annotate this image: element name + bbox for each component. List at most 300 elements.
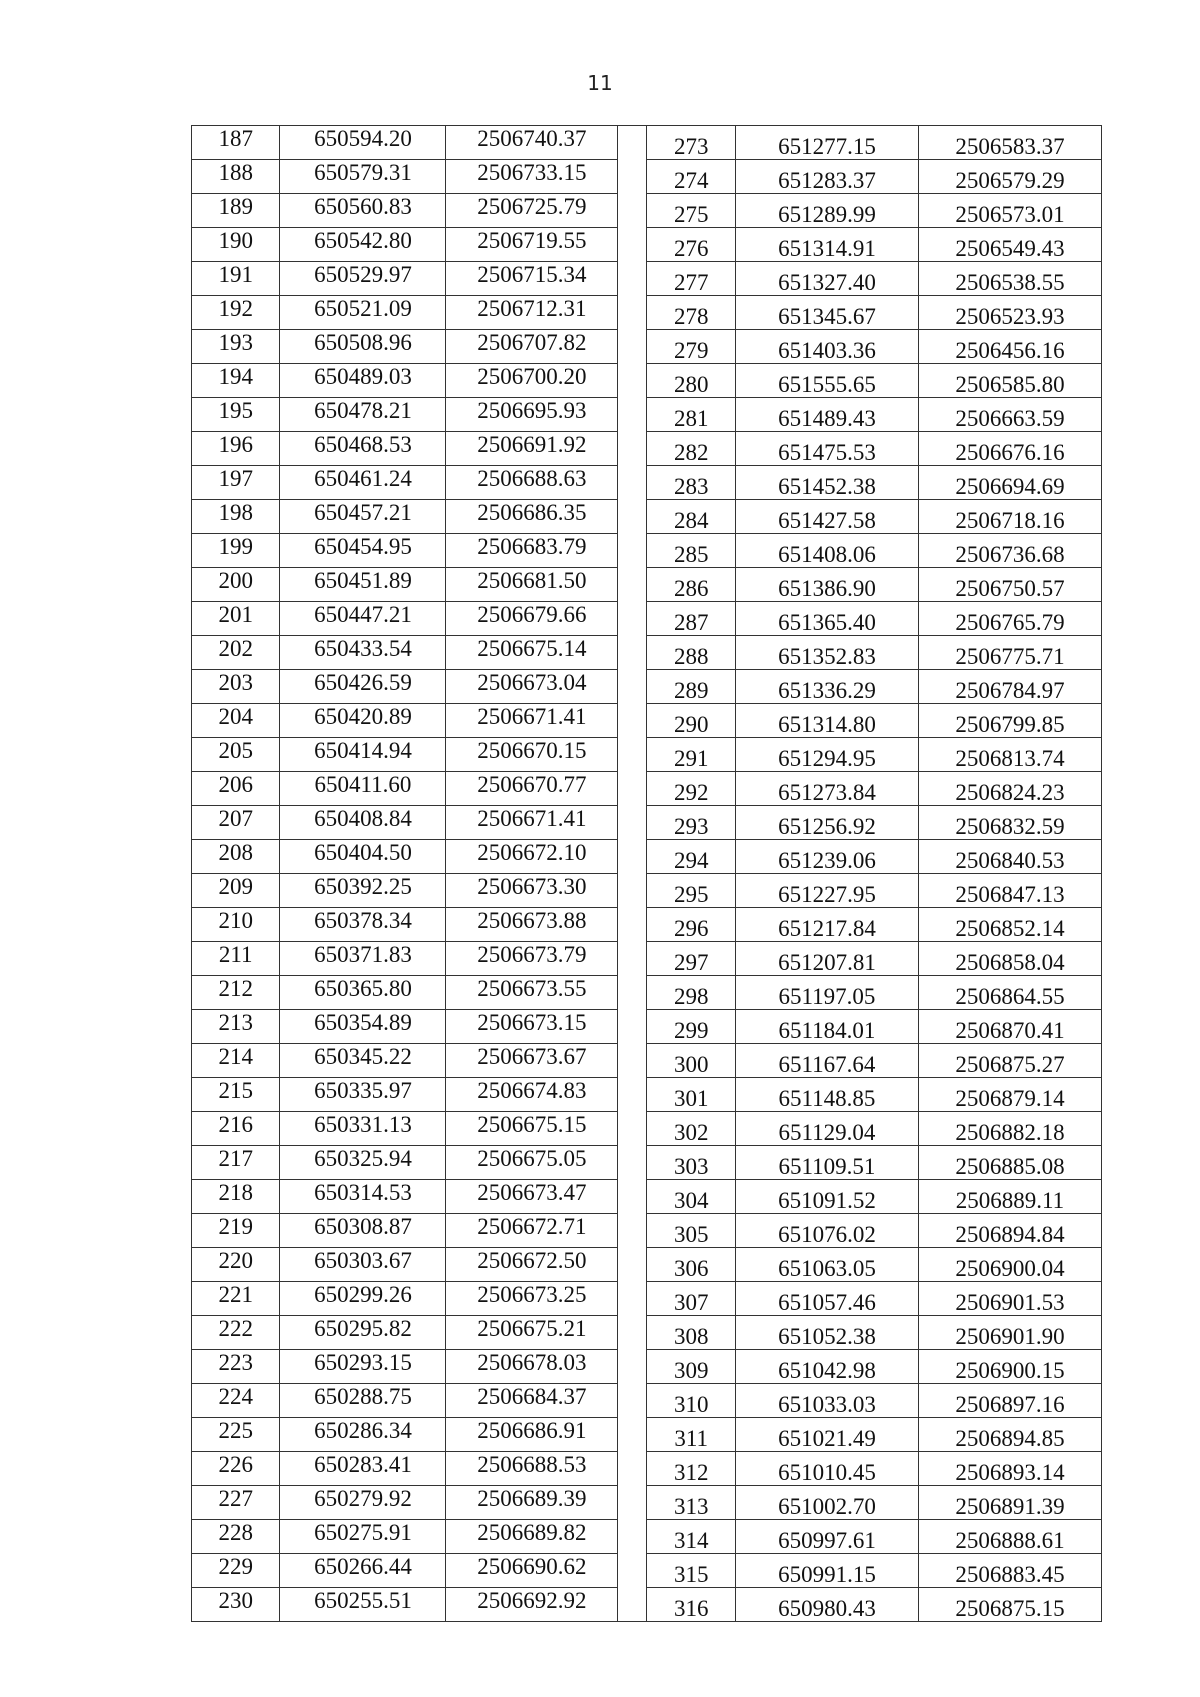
table-row bbox=[192, 1180, 1102, 1214]
left-x-coordinate-cell: 650283.41 bbox=[280, 1452, 446, 1486]
right-point-number-cell: 293 bbox=[647, 806, 735, 840]
table-row bbox=[192, 432, 1102, 466]
right-y-coordinate-cell: 2506799.85 bbox=[918, 704, 1101, 738]
right-y-coordinate-cell: 2506523.93 bbox=[918, 296, 1101, 330]
right-point-number-cell: 289 bbox=[647, 670, 735, 704]
left-point-number-cell: 204 bbox=[192, 704, 280, 738]
table-row bbox=[192, 636, 1102, 670]
column-gap-cell bbox=[618, 228, 647, 262]
left-y-coordinate-cell: 2506672.71 bbox=[446, 1214, 618, 1248]
right-x-coordinate-cell: 651239.06 bbox=[735, 840, 918, 874]
column-gap-cell bbox=[618, 364, 647, 398]
right-x-coordinate-cell: 651289.99 bbox=[735, 194, 918, 228]
left-x-coordinate-cell: 650308.87 bbox=[280, 1214, 446, 1248]
right-y-coordinate-cell: 2506718.16 bbox=[918, 500, 1101, 534]
left-x-coordinate-cell: 650335.97 bbox=[280, 1078, 446, 1112]
right-point-number-cell: 287 bbox=[647, 602, 735, 636]
right-x-coordinate-cell: 651033.03 bbox=[735, 1384, 918, 1418]
right-point-number-cell: 309 bbox=[647, 1350, 735, 1384]
column-gap-cell bbox=[618, 398, 647, 432]
table-row bbox=[192, 398, 1102, 432]
left-y-coordinate-cell: 2506671.41 bbox=[446, 806, 618, 840]
left-point-number-cell: 210 bbox=[192, 908, 280, 942]
right-point-number-cell: 286 bbox=[647, 568, 735, 602]
left-y-coordinate-cell: 2506673.15 bbox=[446, 1010, 618, 1044]
right-x-coordinate-cell: 651109.51 bbox=[735, 1146, 918, 1180]
left-x-coordinate-cell: 650489.03 bbox=[280, 364, 446, 398]
table-row bbox=[192, 738, 1102, 772]
right-y-coordinate-cell: 2506901.90 bbox=[918, 1316, 1101, 1350]
table-row bbox=[192, 500, 1102, 534]
left-point-number-cell: 205 bbox=[192, 738, 280, 772]
right-x-coordinate-cell: 651314.91 bbox=[735, 228, 918, 262]
column-gap-cell bbox=[618, 1554, 647, 1588]
left-x-coordinate-cell: 650408.84 bbox=[280, 806, 446, 840]
table-row bbox=[192, 1316, 1102, 1350]
right-point-number-cell: 273 bbox=[647, 126, 735, 160]
right-y-coordinate-cell: 2506456.16 bbox=[918, 330, 1101, 364]
right-x-coordinate-cell: 651227.95 bbox=[735, 874, 918, 908]
right-point-number-cell: 313 bbox=[647, 1486, 735, 1520]
table-row bbox=[192, 1520, 1102, 1554]
left-point-number-cell: 200 bbox=[192, 568, 280, 602]
table-row bbox=[192, 194, 1102, 228]
column-gap-cell bbox=[618, 908, 647, 942]
left-y-coordinate-cell: 2506673.25 bbox=[446, 1282, 618, 1316]
right-x-coordinate-cell: 651256.92 bbox=[735, 806, 918, 840]
left-point-number-cell: 222 bbox=[192, 1316, 280, 1350]
column-gap-cell bbox=[618, 330, 647, 364]
right-point-number-cell: 316 bbox=[647, 1588, 735, 1622]
column-gap-cell bbox=[618, 840, 647, 874]
left-x-coordinate-cell: 650478.21 bbox=[280, 398, 446, 432]
right-point-number-cell: 304 bbox=[647, 1180, 735, 1214]
left-y-coordinate-cell: 2506689.82 bbox=[446, 1520, 618, 1554]
left-x-coordinate-cell: 650314.53 bbox=[280, 1180, 446, 1214]
left-point-number-cell: 217 bbox=[192, 1146, 280, 1180]
right-point-number-cell: 280 bbox=[647, 364, 735, 398]
table-row bbox=[192, 772, 1102, 806]
table-row bbox=[192, 1146, 1102, 1180]
right-x-coordinate-cell: 651273.84 bbox=[735, 772, 918, 806]
left-y-coordinate-cell: 2506673.04 bbox=[446, 670, 618, 704]
right-y-coordinate-cell: 2506888.61 bbox=[918, 1520, 1101, 1554]
right-y-coordinate-cell: 2506585.80 bbox=[918, 364, 1101, 398]
right-y-coordinate-cell: 2506883.45 bbox=[918, 1554, 1101, 1588]
right-y-coordinate-cell: 2506573.01 bbox=[918, 194, 1101, 228]
right-x-coordinate-cell: 651294.95 bbox=[735, 738, 918, 772]
column-gap-cell bbox=[618, 602, 647, 636]
right-x-coordinate-cell: 651345.67 bbox=[735, 296, 918, 330]
left-x-coordinate-cell: 650579.31 bbox=[280, 160, 446, 194]
left-y-coordinate-cell: 2506688.63 bbox=[446, 466, 618, 500]
right-x-coordinate-cell: 651057.46 bbox=[735, 1282, 918, 1316]
column-gap-cell bbox=[618, 976, 647, 1010]
left-x-coordinate-cell: 650378.34 bbox=[280, 908, 446, 942]
table-row bbox=[192, 1350, 1102, 1384]
left-x-coordinate-cell: 650392.25 bbox=[280, 874, 446, 908]
left-y-coordinate-cell: 2506715.34 bbox=[446, 262, 618, 296]
table-row bbox=[192, 1486, 1102, 1520]
left-x-coordinate-cell: 650293.15 bbox=[280, 1350, 446, 1384]
column-gap-cell bbox=[618, 1316, 647, 1350]
left-point-number-cell: 195 bbox=[192, 398, 280, 432]
left-x-coordinate-cell: 650560.83 bbox=[280, 194, 446, 228]
right-point-number-cell: 290 bbox=[647, 704, 735, 738]
right-y-coordinate-cell: 2506870.41 bbox=[918, 1010, 1101, 1044]
right-point-number-cell: 307 bbox=[647, 1282, 735, 1316]
right-y-coordinate-cell: 2506879.14 bbox=[918, 1078, 1101, 1112]
right-x-coordinate-cell: 651365.40 bbox=[735, 602, 918, 636]
table-row bbox=[192, 534, 1102, 568]
left-point-number-cell: 220 bbox=[192, 1248, 280, 1282]
right-point-number-cell: 295 bbox=[647, 874, 735, 908]
left-y-coordinate-cell: 2506672.10 bbox=[446, 840, 618, 874]
column-gap-cell bbox=[618, 466, 647, 500]
right-point-number-cell: 297 bbox=[647, 942, 735, 976]
column-gap-cell bbox=[618, 1418, 647, 1452]
right-point-number-cell: 288 bbox=[647, 636, 735, 670]
column-gap-cell bbox=[618, 1248, 647, 1282]
column-gap-cell bbox=[618, 670, 647, 704]
column-gap-cell bbox=[618, 1112, 647, 1146]
left-x-coordinate-cell: 650451.89 bbox=[280, 568, 446, 602]
right-y-coordinate-cell: 2506889.11 bbox=[918, 1180, 1101, 1214]
left-x-coordinate-cell: 650594.20 bbox=[280, 126, 446, 160]
right-y-coordinate-cell: 2506858.04 bbox=[918, 942, 1101, 976]
right-y-coordinate-cell: 2506900.04 bbox=[918, 1248, 1101, 1282]
right-x-coordinate-cell: 651167.64 bbox=[735, 1044, 918, 1078]
right-x-coordinate-cell: 651327.40 bbox=[735, 262, 918, 296]
right-x-coordinate-cell: 651021.49 bbox=[735, 1418, 918, 1452]
left-y-coordinate-cell: 2506672.50 bbox=[446, 1248, 618, 1282]
column-gap-cell bbox=[618, 568, 647, 602]
left-y-coordinate-cell: 2506674.83 bbox=[446, 1078, 618, 1112]
right-point-number-cell: 278 bbox=[647, 296, 735, 330]
left-point-number-cell: 188 bbox=[192, 160, 280, 194]
table-row bbox=[192, 160, 1102, 194]
right-y-coordinate-cell: 2506847.13 bbox=[918, 874, 1101, 908]
left-y-coordinate-cell: 2506691.92 bbox=[446, 432, 618, 466]
left-x-coordinate-cell: 650295.82 bbox=[280, 1316, 446, 1350]
left-point-number-cell: 196 bbox=[192, 432, 280, 466]
left-y-coordinate-cell: 2506671.41 bbox=[446, 704, 618, 738]
right-y-coordinate-cell: 2506549.43 bbox=[918, 228, 1101, 262]
right-x-coordinate-cell: 651408.06 bbox=[735, 534, 918, 568]
column-gap-cell bbox=[618, 1486, 647, 1520]
right-point-number-cell: 300 bbox=[647, 1044, 735, 1078]
right-x-coordinate-cell: 651217.84 bbox=[735, 908, 918, 942]
left-point-number-cell: 201 bbox=[192, 602, 280, 636]
column-gap-cell bbox=[618, 1044, 647, 1078]
right-y-coordinate-cell: 2506885.08 bbox=[918, 1146, 1101, 1180]
left-point-number-cell: 189 bbox=[192, 194, 280, 228]
right-x-coordinate-cell: 651555.65 bbox=[735, 364, 918, 398]
table-row bbox=[192, 568, 1102, 602]
right-x-coordinate-cell: 651129.04 bbox=[735, 1112, 918, 1146]
left-y-coordinate-cell: 2506688.53 bbox=[446, 1452, 618, 1486]
left-y-coordinate-cell: 2506673.55 bbox=[446, 976, 618, 1010]
left-x-coordinate-cell: 650255.51 bbox=[280, 1588, 446, 1622]
left-y-coordinate-cell: 2506675.21 bbox=[446, 1316, 618, 1350]
right-x-coordinate-cell: 651489.43 bbox=[735, 398, 918, 432]
right-point-number-cell: 292 bbox=[647, 772, 735, 806]
left-y-coordinate-cell: 2506684.37 bbox=[446, 1384, 618, 1418]
left-y-coordinate-cell: 2506683.79 bbox=[446, 534, 618, 568]
right-y-coordinate-cell: 2506864.55 bbox=[918, 976, 1101, 1010]
column-gap-cell bbox=[618, 1180, 647, 1214]
left-point-number-cell: 192 bbox=[192, 296, 280, 330]
right-x-coordinate-cell: 651352.83 bbox=[735, 636, 918, 670]
right-point-number-cell: 277 bbox=[647, 262, 735, 296]
right-y-coordinate-cell: 2506875.27 bbox=[918, 1044, 1101, 1078]
table-row bbox=[192, 126, 1102, 160]
right-y-coordinate-cell: 2506852.14 bbox=[918, 908, 1101, 942]
left-y-coordinate-cell: 2506686.35 bbox=[446, 500, 618, 534]
left-y-coordinate-cell: 2506681.50 bbox=[446, 568, 618, 602]
left-y-coordinate-cell: 2506675.14 bbox=[446, 636, 618, 670]
left-point-number-cell: 218 bbox=[192, 1180, 280, 1214]
column-gap-cell bbox=[618, 194, 647, 228]
left-y-coordinate-cell: 2506675.05 bbox=[446, 1146, 618, 1180]
right-point-number-cell: 281 bbox=[647, 398, 735, 432]
column-gap-cell bbox=[618, 1214, 647, 1248]
left-point-number-cell: 225 bbox=[192, 1418, 280, 1452]
right-x-coordinate-cell: 651475.53 bbox=[735, 432, 918, 466]
right-x-coordinate-cell: 651314.80 bbox=[735, 704, 918, 738]
left-x-coordinate-cell: 650345.22 bbox=[280, 1044, 446, 1078]
right-point-number-cell: 296 bbox=[647, 908, 735, 942]
right-x-coordinate-cell: 651207.81 bbox=[735, 942, 918, 976]
right-x-coordinate-cell: 651427.58 bbox=[735, 500, 918, 534]
table-row bbox=[192, 1554, 1102, 1588]
left-point-number-cell: 226 bbox=[192, 1452, 280, 1486]
left-x-coordinate-cell: 650420.89 bbox=[280, 704, 446, 738]
right-y-coordinate-cell: 2506579.29 bbox=[918, 160, 1101, 194]
right-y-coordinate-cell: 2506832.59 bbox=[918, 806, 1101, 840]
left-y-coordinate-cell: 2506673.79 bbox=[446, 942, 618, 976]
left-point-number-cell: 214 bbox=[192, 1044, 280, 1078]
right-point-number-cell: 312 bbox=[647, 1452, 735, 1486]
right-point-number-cell: 274 bbox=[647, 160, 735, 194]
left-x-coordinate-cell: 650303.67 bbox=[280, 1248, 446, 1282]
left-y-coordinate-cell: 2506725.79 bbox=[446, 194, 618, 228]
right-x-coordinate-cell: 651336.29 bbox=[735, 670, 918, 704]
left-x-coordinate-cell: 650508.96 bbox=[280, 330, 446, 364]
table-row bbox=[192, 296, 1102, 330]
left-x-coordinate-cell: 650325.94 bbox=[280, 1146, 446, 1180]
left-point-number-cell: 187 bbox=[192, 126, 280, 160]
left-point-number-cell: 193 bbox=[192, 330, 280, 364]
right-point-number-cell: 299 bbox=[647, 1010, 735, 1044]
table-row bbox=[192, 908, 1102, 942]
left-y-coordinate-cell: 2506673.88 bbox=[446, 908, 618, 942]
left-point-number-cell: 197 bbox=[192, 466, 280, 500]
left-point-number-cell: 212 bbox=[192, 976, 280, 1010]
left-y-coordinate-cell: 2506679.66 bbox=[446, 602, 618, 636]
left-point-number-cell: 199 bbox=[192, 534, 280, 568]
left-y-coordinate-cell: 2506673.67 bbox=[446, 1044, 618, 1078]
left-y-coordinate-cell: 2506673.47 bbox=[446, 1180, 618, 1214]
left-x-coordinate-cell: 650404.50 bbox=[280, 840, 446, 874]
left-y-coordinate-cell: 2506712.31 bbox=[446, 296, 618, 330]
left-point-number-cell: 203 bbox=[192, 670, 280, 704]
left-point-number-cell: 211 bbox=[192, 942, 280, 976]
right-point-number-cell: 276 bbox=[647, 228, 735, 262]
column-gap-cell bbox=[618, 1282, 647, 1316]
table-row bbox=[192, 670, 1102, 704]
left-x-coordinate-cell: 650299.26 bbox=[280, 1282, 446, 1316]
column-gap-cell bbox=[618, 1146, 647, 1180]
table-row bbox=[192, 976, 1102, 1010]
table-row bbox=[192, 1588, 1102, 1622]
column-gap-cell bbox=[618, 772, 647, 806]
right-y-coordinate-cell: 2506813.74 bbox=[918, 738, 1101, 772]
right-point-number-cell: 305 bbox=[647, 1214, 735, 1248]
right-x-coordinate-cell: 651283.37 bbox=[735, 160, 918, 194]
right-y-coordinate-cell: 2506775.71 bbox=[918, 636, 1101, 670]
left-point-number-cell: 194 bbox=[192, 364, 280, 398]
table-row bbox=[192, 806, 1102, 840]
right-point-number-cell: 303 bbox=[647, 1146, 735, 1180]
right-x-coordinate-cell: 651091.52 bbox=[735, 1180, 918, 1214]
column-gap-cell bbox=[618, 636, 647, 670]
right-y-coordinate-cell: 2506894.85 bbox=[918, 1418, 1101, 1452]
column-gap-cell bbox=[618, 296, 647, 330]
right-y-coordinate-cell: 2506893.14 bbox=[918, 1452, 1101, 1486]
column-gap-cell bbox=[618, 1078, 647, 1112]
table-row bbox=[192, 1384, 1102, 1418]
left-point-number-cell: 198 bbox=[192, 500, 280, 534]
right-y-coordinate-cell: 2506583.37 bbox=[918, 126, 1101, 160]
left-x-coordinate-cell: 650371.83 bbox=[280, 942, 446, 976]
table-row bbox=[192, 1010, 1102, 1044]
left-x-coordinate-cell: 650365.80 bbox=[280, 976, 446, 1010]
table-row bbox=[192, 1452, 1102, 1486]
left-point-number-cell: 216 bbox=[192, 1112, 280, 1146]
right-y-coordinate-cell: 2506891.39 bbox=[918, 1486, 1101, 1520]
left-x-coordinate-cell: 650461.24 bbox=[280, 466, 446, 500]
left-point-number-cell: 190 bbox=[192, 228, 280, 262]
left-y-coordinate-cell: 2506700.20 bbox=[446, 364, 618, 398]
left-point-number-cell: 224 bbox=[192, 1384, 280, 1418]
column-gap-cell bbox=[618, 1588, 647, 1622]
left-x-coordinate-cell: 650414.94 bbox=[280, 738, 446, 772]
right-x-coordinate-cell: 651148.85 bbox=[735, 1078, 918, 1112]
left-x-coordinate-cell: 650266.44 bbox=[280, 1554, 446, 1588]
left-y-coordinate-cell: 2506670.15 bbox=[446, 738, 618, 772]
right-x-coordinate-cell: 650991.15 bbox=[735, 1554, 918, 1588]
left-y-coordinate-cell: 2506689.39 bbox=[446, 1486, 618, 1520]
table-row bbox=[192, 1282, 1102, 1316]
right-point-number-cell: 311 bbox=[647, 1418, 735, 1452]
right-point-number-cell: 310 bbox=[647, 1384, 735, 1418]
left-y-coordinate-cell: 2506695.93 bbox=[446, 398, 618, 432]
column-gap-cell bbox=[618, 738, 647, 772]
left-point-number-cell: 221 bbox=[192, 1282, 280, 1316]
left-y-coordinate-cell: 2506670.77 bbox=[446, 772, 618, 806]
left-y-coordinate-cell: 2506733.15 bbox=[446, 160, 618, 194]
right-x-coordinate-cell: 651197.05 bbox=[735, 976, 918, 1010]
left-point-number-cell: 227 bbox=[192, 1486, 280, 1520]
column-gap-cell bbox=[618, 126, 647, 160]
left-x-coordinate-cell: 650426.59 bbox=[280, 670, 446, 704]
column-gap-cell bbox=[618, 704, 647, 738]
right-point-number-cell: 298 bbox=[647, 976, 735, 1010]
table-row bbox=[192, 1044, 1102, 1078]
right-y-coordinate-cell: 2506840.53 bbox=[918, 840, 1101, 874]
table-row bbox=[192, 602, 1102, 636]
table-row bbox=[192, 1112, 1102, 1146]
left-x-coordinate-cell: 650279.92 bbox=[280, 1486, 446, 1520]
right-y-coordinate-cell: 2506663.59 bbox=[918, 398, 1101, 432]
column-gap-cell bbox=[618, 432, 647, 466]
right-y-coordinate-cell: 2506882.18 bbox=[918, 1112, 1101, 1146]
left-y-coordinate-cell: 2506686.91 bbox=[446, 1418, 618, 1452]
left-y-coordinate-cell: 2506692.92 bbox=[446, 1588, 618, 1622]
right-x-coordinate-cell: 651386.90 bbox=[735, 568, 918, 602]
table-row bbox=[192, 874, 1102, 908]
right-x-coordinate-cell: 651042.98 bbox=[735, 1350, 918, 1384]
column-gap-cell bbox=[618, 874, 647, 908]
right-y-coordinate-cell: 2506897.16 bbox=[918, 1384, 1101, 1418]
left-point-number-cell: 213 bbox=[192, 1010, 280, 1044]
left-point-number-cell: 207 bbox=[192, 806, 280, 840]
left-x-coordinate-cell: 650468.53 bbox=[280, 432, 446, 466]
right-y-coordinate-cell: 2506875.15 bbox=[918, 1588, 1101, 1622]
right-point-number-cell: 282 bbox=[647, 432, 735, 466]
column-gap-cell bbox=[618, 1010, 647, 1044]
column-gap-cell bbox=[618, 534, 647, 568]
right-x-coordinate-cell: 651184.01 bbox=[735, 1010, 918, 1044]
left-x-coordinate-cell: 650529.97 bbox=[280, 262, 446, 296]
column-gap-cell bbox=[618, 160, 647, 194]
right-x-coordinate-cell: 651076.02 bbox=[735, 1214, 918, 1248]
table-row bbox=[192, 840, 1102, 874]
left-x-coordinate-cell: 650457.21 bbox=[280, 500, 446, 534]
left-y-coordinate-cell: 2506719.55 bbox=[446, 228, 618, 262]
left-y-coordinate-cell: 2506707.82 bbox=[446, 330, 618, 364]
right-point-number-cell: 283 bbox=[647, 466, 735, 500]
right-y-coordinate-cell: 2506736.68 bbox=[918, 534, 1101, 568]
left-point-number-cell: 215 bbox=[192, 1078, 280, 1112]
table-row bbox=[192, 466, 1102, 500]
coordinate-table bbox=[191, 125, 1102, 1622]
right-x-coordinate-cell: 651002.70 bbox=[735, 1486, 918, 1520]
right-y-coordinate-cell: 2506750.57 bbox=[918, 568, 1101, 602]
right-y-coordinate-cell: 2506694.69 bbox=[918, 466, 1101, 500]
left-x-coordinate-cell: 650286.34 bbox=[280, 1418, 446, 1452]
right-y-coordinate-cell: 2506765.79 bbox=[918, 602, 1101, 636]
right-x-coordinate-cell: 650980.43 bbox=[735, 1588, 918, 1622]
right-x-coordinate-cell: 651010.45 bbox=[735, 1452, 918, 1486]
left-point-number-cell: 209 bbox=[192, 874, 280, 908]
left-point-number-cell: 206 bbox=[192, 772, 280, 806]
table-row bbox=[192, 1078, 1102, 1112]
left-y-coordinate-cell: 2506673.30 bbox=[446, 874, 618, 908]
right-point-number-cell: 315 bbox=[647, 1554, 735, 1588]
table-row bbox=[192, 704, 1102, 738]
left-point-number-cell: 208 bbox=[192, 840, 280, 874]
right-point-number-cell: 284 bbox=[647, 500, 735, 534]
left-x-coordinate-cell: 650411.60 bbox=[280, 772, 446, 806]
left-x-coordinate-cell: 650454.95 bbox=[280, 534, 446, 568]
left-point-number-cell: 191 bbox=[192, 262, 280, 296]
left-point-number-cell: 229 bbox=[192, 1554, 280, 1588]
right-y-coordinate-cell: 2506538.55 bbox=[918, 262, 1101, 296]
column-gap-cell bbox=[618, 1384, 647, 1418]
left-point-number-cell: 219 bbox=[192, 1214, 280, 1248]
